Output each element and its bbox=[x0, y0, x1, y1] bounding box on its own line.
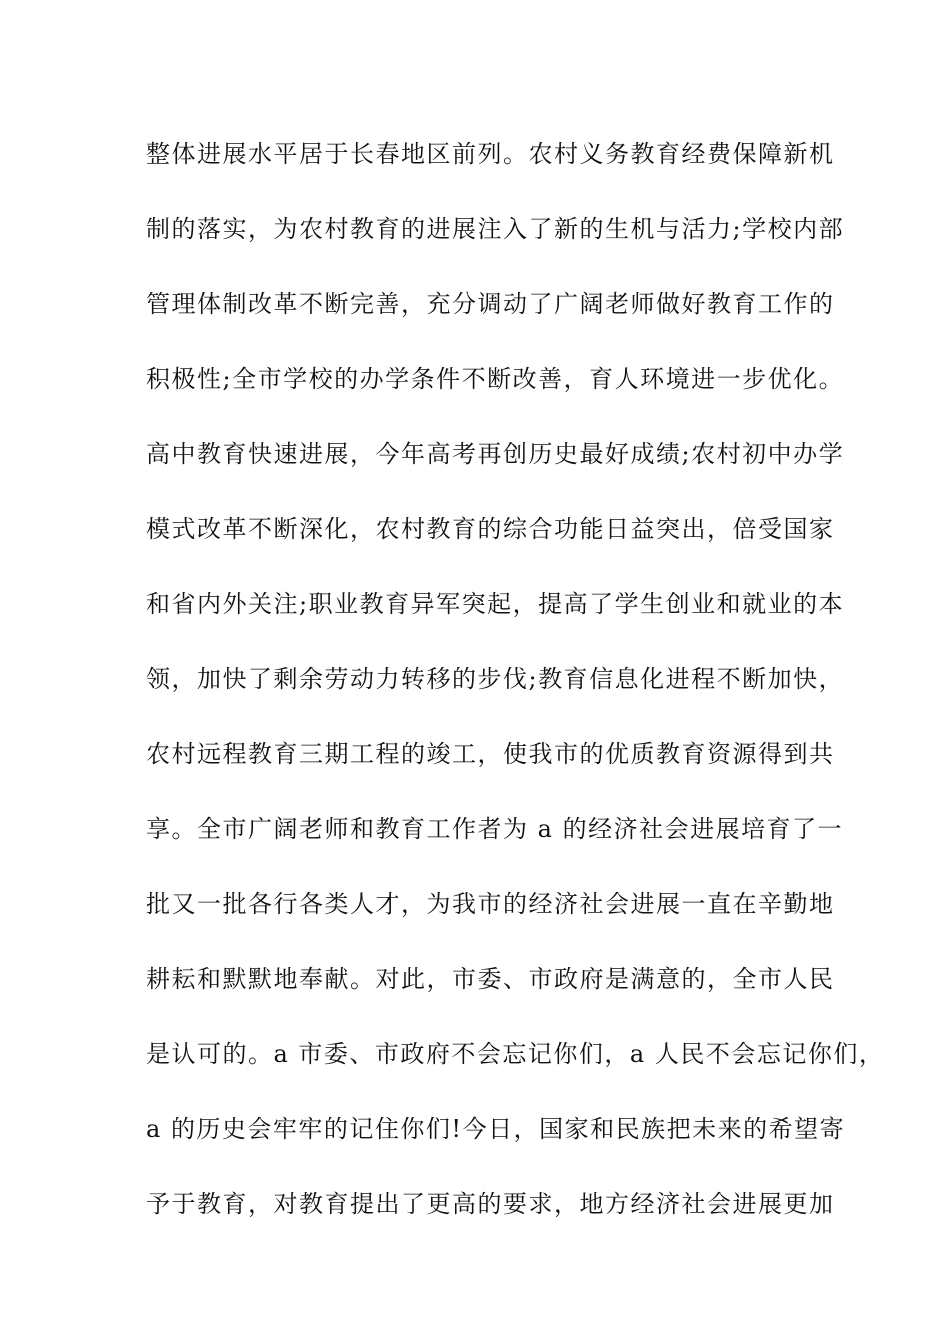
text-line-3: 管理体制改革不断完善，充分调动了广阔老师做好教育工作的 bbox=[146, 290, 835, 318]
body-text bbox=[146, 134, 885, 1259]
text-line-12: 耕耘和默默地奉献。对此，市委、市政府是满意的，全市人民 bbox=[146, 965, 835, 993]
text-line-2: 制的落实，为农村教育的进展注入了新的生机与活力;学校内部 bbox=[146, 215, 845, 243]
text-line-8: 领，加快了剩余劳动力转移的步伐;教育信息化进程不断加快， bbox=[146, 665, 845, 693]
text-line-9: 农村远程教育三期工程的竣工，使我市的优质教育资源得到共 bbox=[146, 740, 835, 768]
text-line-4: 积极性;全市学校的办学条件不断改善，育人环境进一步优化。 bbox=[146, 365, 845, 393]
text-line-15: 予于教育，对教育提出了更高的要求，地方经济社会进展更加 bbox=[146, 1190, 835, 1218]
text-line-6: 模式改革不断深化，农村教育的综合功能日益突出，倍受国家 bbox=[146, 515, 835, 543]
text-line-13: 是认可的。a 市委、市政府不会忘记你们，a 人民不会忘记你们， bbox=[146, 1040, 885, 1068]
text-line-7: 和省内外关注;职业教育异军突起，提高了学生创业和就业的本 bbox=[146, 590, 845, 618]
text-line-10: 享。全市广阔老师和教育工作者为 a 的经济社会进展培育了一 bbox=[146, 815, 844, 843]
text-line-1: 整体进展水平居于长春地区前列。农村义务教育经费保障新机 bbox=[146, 140, 835, 168]
text-line-11: 批又一批各行各类人才，为我市的经济社会进展一直在辛勤地 bbox=[146, 890, 835, 918]
text-line-14: a 的历史会牢牢的记住你们!今日，国家和民族把未来的希望寄 bbox=[146, 1115, 846, 1143]
text-line-5: 高中教育快速进展，今年高考再创历史最好成绩;农村初中办学 bbox=[146, 440, 845, 468]
